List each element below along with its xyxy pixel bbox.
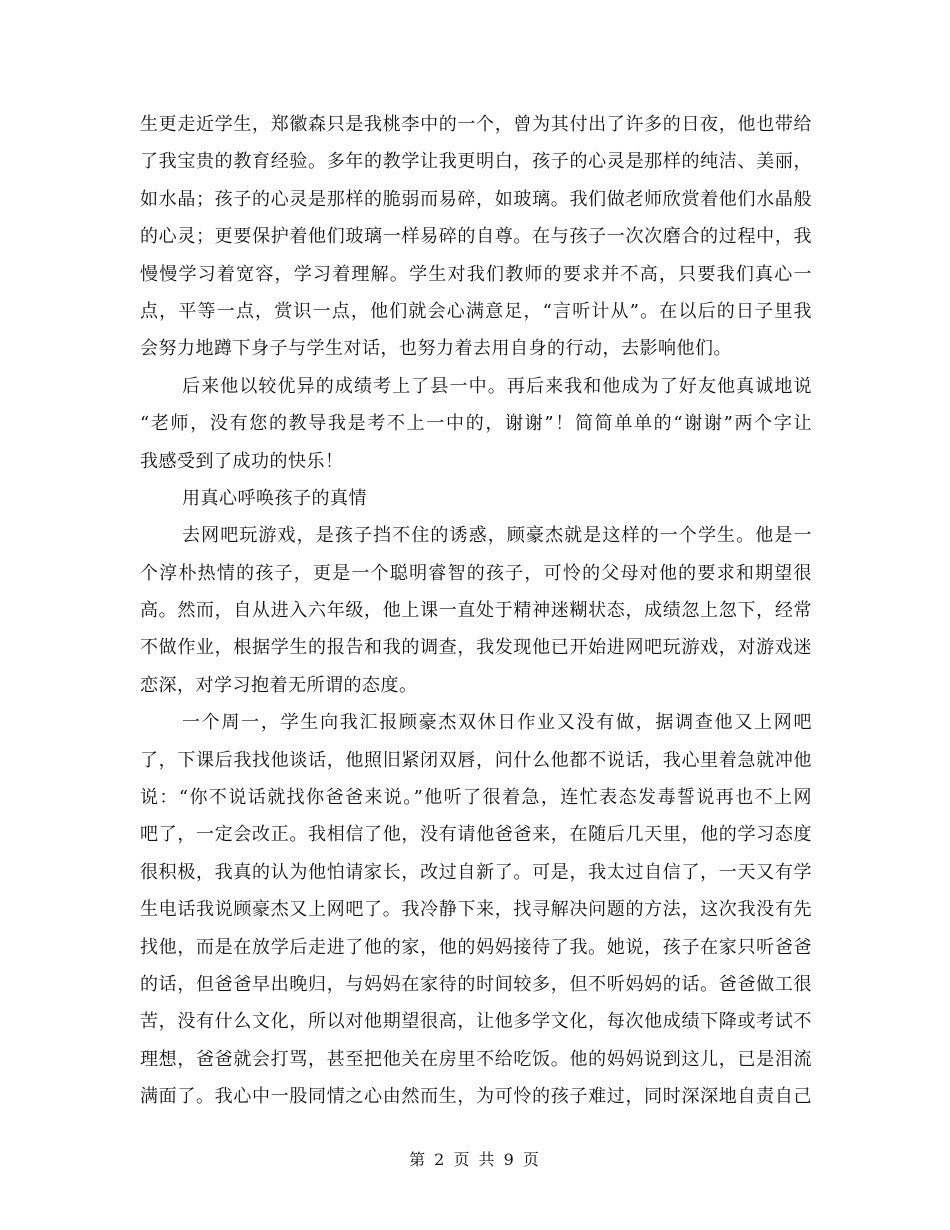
text-line: “老师，没有您的教导我是考不上一中的，谢谢”！简简单单的“谢谢”两个字让 [140, 413, 812, 435]
text-line: 满面了。我心中一股同情之心由然而生，为可怜的孩子难过，同时深深地自责自己 [140, 1086, 812, 1108]
section-heading: 用真心呼唤孩子的真情 [182, 487, 367, 509]
text-line: 生更走近学生，郑徽森只是我桃李中的一个，曾为其付出了许多的日夜，他也带给 [140, 114, 812, 135]
text-line: 很积极，我真的认为他怕请家长，改过自新了。可是，我太过自信了，一天又有学 [140, 861, 812, 883]
text-line: 我感受到了成功的快乐！ [140, 450, 344, 472]
page-number-footer: 第 2 页 共 9 页 [409, 1150, 541, 1169]
text-line: 去网吧玩游戏，是孩子挡不住的诱惑，顾豪杰就是这样的一个学生。他是一 [182, 525, 812, 547]
text-line: 吧了，一定会改正。我相信了他，没有请他爸爸来，在随后几天里，他的学习态度 [140, 824, 812, 846]
text-line: 慢慢学习着宽容，学习着理解。学生对我们教师的要求并不高，只要我们真心一 [140, 263, 812, 285]
text-line: 的话，但爸爸早出晚归，与妈妈在家待的时间较多，但不听妈妈的话。爸爸做工很 [140, 973, 812, 995]
text-line: 了我宝贵的教育经验。多年的教学让我更明白，孩子的心灵是那样的纯洁、美丽， [140, 151, 812, 173]
text-line: 一个周一，学生向我汇报顾豪杰双休日作业又没有做，据调查他又上网吧 [182, 712, 812, 734]
text-line: 点，平等一点，赏识一点，他们就会心满意足，“言听计从”。在以后的日子里我 [140, 300, 812, 322]
text-line: 如水晶；孩子的心灵是那样的脆弱而易碎，如玻璃。我们做老师欣赏着他们水晶般 [140, 188, 812, 210]
text-line: 的心灵；更要保护着他们玻璃一样易碎的自尊。在与孩子一次次磨合的过程中，我 [140, 226, 812, 248]
text-line: 理想，爸爸就会打骂，甚至把他关在房里不给吃饭。他的妈妈说到这儿，已是泪流 [140, 1048, 812, 1070]
text-line: 苦，没有什么文化，所以对他期望很高，让他多学文化，每次他成绩下降或考试不 [140, 1011, 812, 1033]
text-line: 会努力地蹲下身子与学生对话，也努力着去用自身的行动，去影响他们。 [140, 338, 732, 360]
text-line: 高。然而，自从进入六年级，他上课一直处于精神迷糊状态，成绩忽上忽下，经常 [140, 600, 812, 622]
text-line: 生电话我说顾豪杰又上网吧了。我冷静下来，找寻解决问题的方法，这次我没有先 [140, 899, 812, 921]
text-line: 后来他以较优异的成绩考上了县一中。再后来我和他成为了好友他真诚地说 [182, 375, 812, 397]
text-line: 不做作业，根据学生的报告和我的调查，我发现他已开始进网吧玩游戏，对游戏迷 [140, 637, 812, 659]
text-line: 找他，而是在放学后走进了他的家，他的妈妈接待了我。她说，孩子在家只听爸爸 [140, 936, 812, 958]
text-line: 说：“你不说话就找你爸爸来说。”他听了很着急，连忙表态发毒誓说再也不上网 [140, 787, 812, 809]
text-line: 个淳朴热情的孩子，更是一个聪明睿智的孩子，可怜的父母对他的要求和期望很 [140, 562, 812, 584]
text-line: 了，下课后我找他谈话，他照旧紧闭双唇，问什么他都不说话，我心里着急就冲他 [140, 749, 812, 771]
document-body [140, 106, 812, 1116]
text-line: 恋深，对学习抱着无所谓的态度。 [140, 674, 418, 696]
